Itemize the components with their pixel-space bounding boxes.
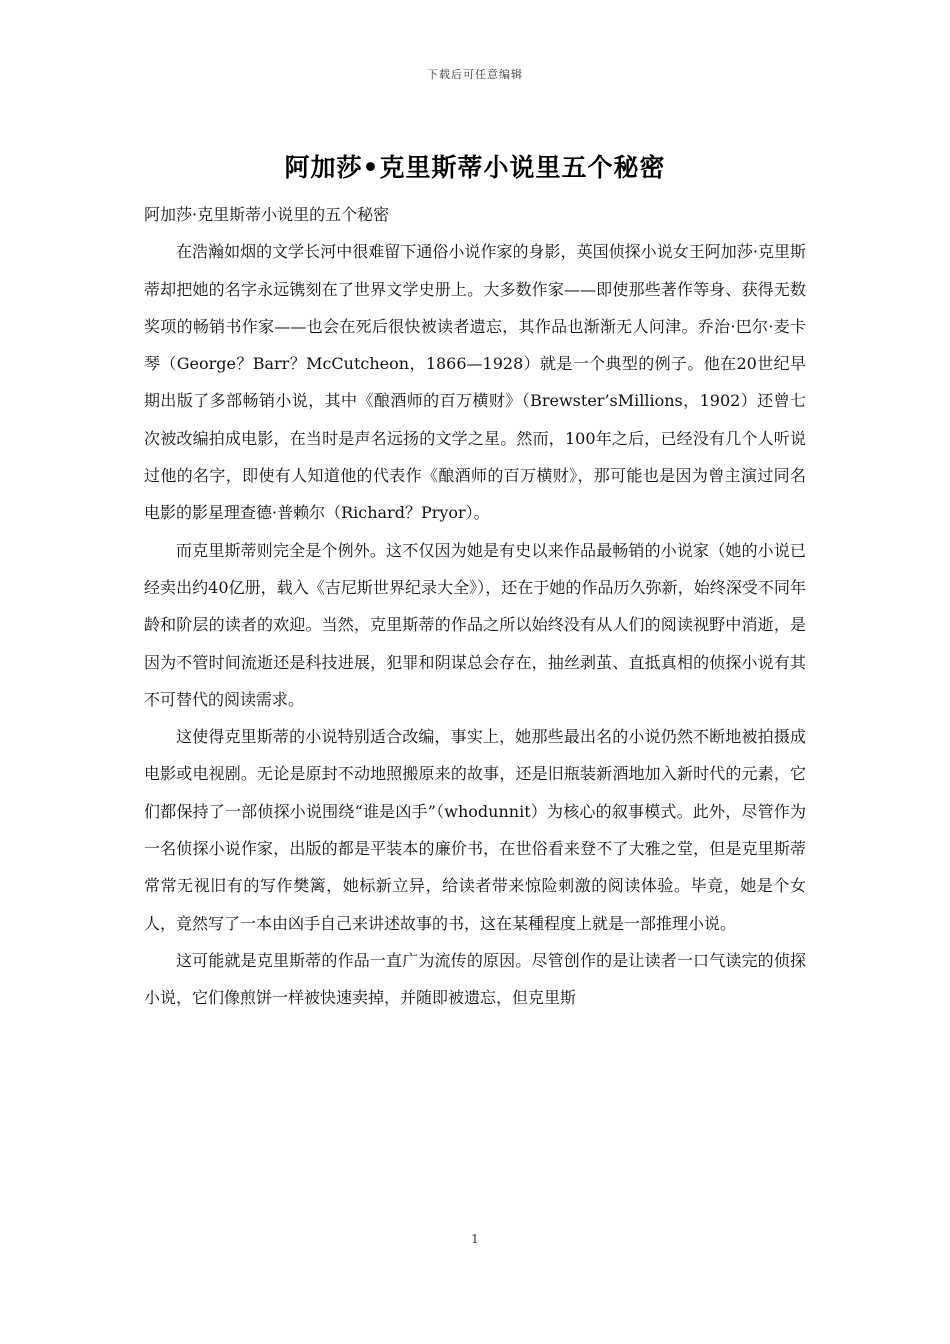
paragraph: 这使得克里斯蒂的小说特别适合改编，事实上，她那些最出名的小说仍然不断地被拍摄成电影或电视剧。无论是原封不动地照搬原来的故事，还是旧瓶装新酒地加入新时代的元素，它们都保持了一部侦探小说围绕“谁是凶手”（whodunnit）为核心的叙事模式。此外，尽管作为一名侦探小说作家，出版的都是平装本的廉价书，在世俗看来登不了大雅之堂，但是克里斯蒂常常无视旧有的写作樊篱，她标新立异，给读者带来惊险刺激的阅读体验。毕竟，她是个女人，竟然写了一本由凶手自己来讲述故事的书，这在某種程度上就是一部推理小说。 [144, 727, 806, 933]
paragraph: 而克里斯蒂则完全是个例外。这不仅因为她是有史以来作品最畅销的小说家（她的小说已经卖出约40亿册，载入《吉尼斯世界纪录大全》），还在于她的作品历久弥新，始终深受不同年龄和阶层的读者的欢迎。当然，克里斯蒂的作品之所以始终没有从人们的阅读视野中消逝，是因为不管时间流逝还是科技进展，犯罪和阴谋总会存在，抽丝剥茧、直抵真相的侦探小说有其不可替代的阅读需求。 [144, 540, 806, 709]
paragraph: 这可能就是克里斯蒂的作品一直广为流传的原因。尽管创作的是让读者一口气读完的侦探小说，它们像煎饼一样被快速卖掉，并随即被遗忘，但克里斯 [144, 950, 806, 1008]
document-title: 阿加莎•克里斯蒂小说里五个秘密 [284, 153, 666, 182]
document-body [144, 196, 806, 1017]
document-subtitle: 阿加莎·克里斯蒂小说里的五个秘密 [144, 205, 390, 224]
page-header: 下载后可任意编辑 [427, 68, 523, 81]
paragraph: 在浩瀚如烟的文学长河中很难留下通俗小说作家的身影，英国侦探小说女王阿加莎·克里斯蒂却把她的名字永远镌刻在了世界文学史册上。大多数作家——即使那些著作等身、获得无数奖项的畅销书作家——也会在死后很快被读者遗忘，其作品也渐渐无人问津。乔治·巴尔·麦卡琴（George？Barr？McCutcheon，1866—1928）就是一个典型的例子。他在20世纪早期出版了多部畅销小说，其中《酿酒师的百万横财》（Brewster’sMillions，1902）还曾七次被改编拍成电影，在当时是声名远扬的文学之星。然而，100年之后，已经没有几个人听说过他的名字，即使有人知道他的代表作《酿酒师的百万横财》，那可能也是因为曾主演过同名电影的影星理查德·普赖尔（Richard？Pryor）。 [144, 242, 806, 523]
page-number: 1 [471, 1232, 479, 1246]
